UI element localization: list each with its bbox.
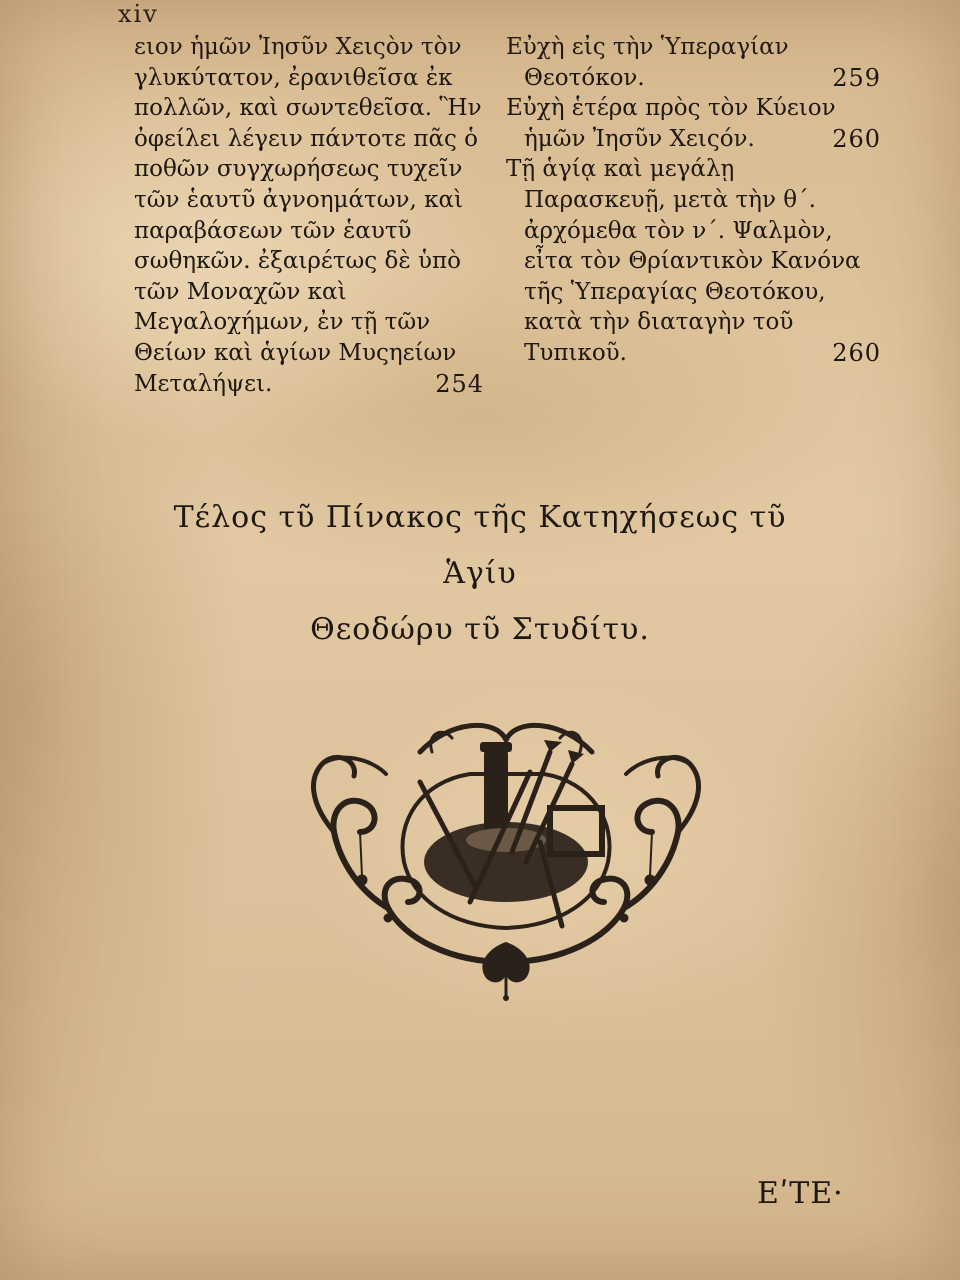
index-entry-page-ref: 259 bbox=[832, 63, 881, 92]
index-entry bbox=[506, 32, 881, 93]
index-entry-text: Εὐχὴ ἑτέρα πρὸς τὸν Κύειον ἡμῶν Ἰησῦν Χειςόν. bbox=[506, 95, 836, 152]
index-entry-text: Τῇ ἁγίᾳ καὶ μεγάλῃ Παρασκευῇ, μετὰ τὴν θ΄. ἀρχόμεθα τὸν ν΄. Ψαλμὸν, εἶτα τὸν Θρίαντικὸν Κανόνα τῆς Ὑπεραγίας Θεοτόκου, κατὰ τὴν διαταγὴν τοῦ Τυπικοῦ. bbox=[506, 156, 861, 366]
folio-number: xiv bbox=[118, 0, 159, 28]
colophon-line: Θεοδώρυ τῦ Στυδίτυ. bbox=[310, 612, 650, 647]
index-entry-text: ειον ἡμῶν Ἰησῦν Χειςὸν τὸν γλυκύτατον, ἐρανιθεῖσα ἐκ πολλῶν, καὶ σωντεθεῖσα. Ἣν ὀφείλει λέγειν πάντοτε πᾶς ὁ ποθῶν συγχωρήσεως τυχεῖν τῶν ἑαυτῦ ἀγνοημάτων, καὶ παραβάσεων τῶν ἑαυτῦ σωθηκῶν. ἐξαιρέτως δὲ ὑπὸ τῶν Μοναχῶν καὶ Μεγαλοχήμων, ἐν τῇ τῶν Θείων καὶ ἁγίων Μυςηείων Μεταλήψει. bbox=[134, 34, 482, 397]
index-entry-page-ref: 260 bbox=[832, 124, 881, 153]
index-entry-page-ref: 254 bbox=[435, 369, 484, 398]
index-entry bbox=[134, 32, 484, 399]
catchword: ΕʹΤΕ· bbox=[757, 1176, 844, 1211]
printers-ornament-icon bbox=[300, 712, 712, 1002]
colophon bbox=[140, 490, 820, 658]
index-right-column bbox=[506, 32, 881, 369]
index-entry bbox=[506, 154, 881, 368]
index-entry bbox=[506, 93, 881, 154]
index-entry-text: Εὐχὴ εἰς τὴν Ὑπεραγίαν Θεοτόκον. bbox=[506, 34, 789, 91]
colophon-line: Τέλος τῦ Πίνακος τῆς Κατηχήσεως τῦ Ἁγίυ bbox=[173, 500, 787, 591]
index-left-column bbox=[134, 32, 484, 399]
index-entry-page-ref: 260 bbox=[832, 338, 881, 367]
